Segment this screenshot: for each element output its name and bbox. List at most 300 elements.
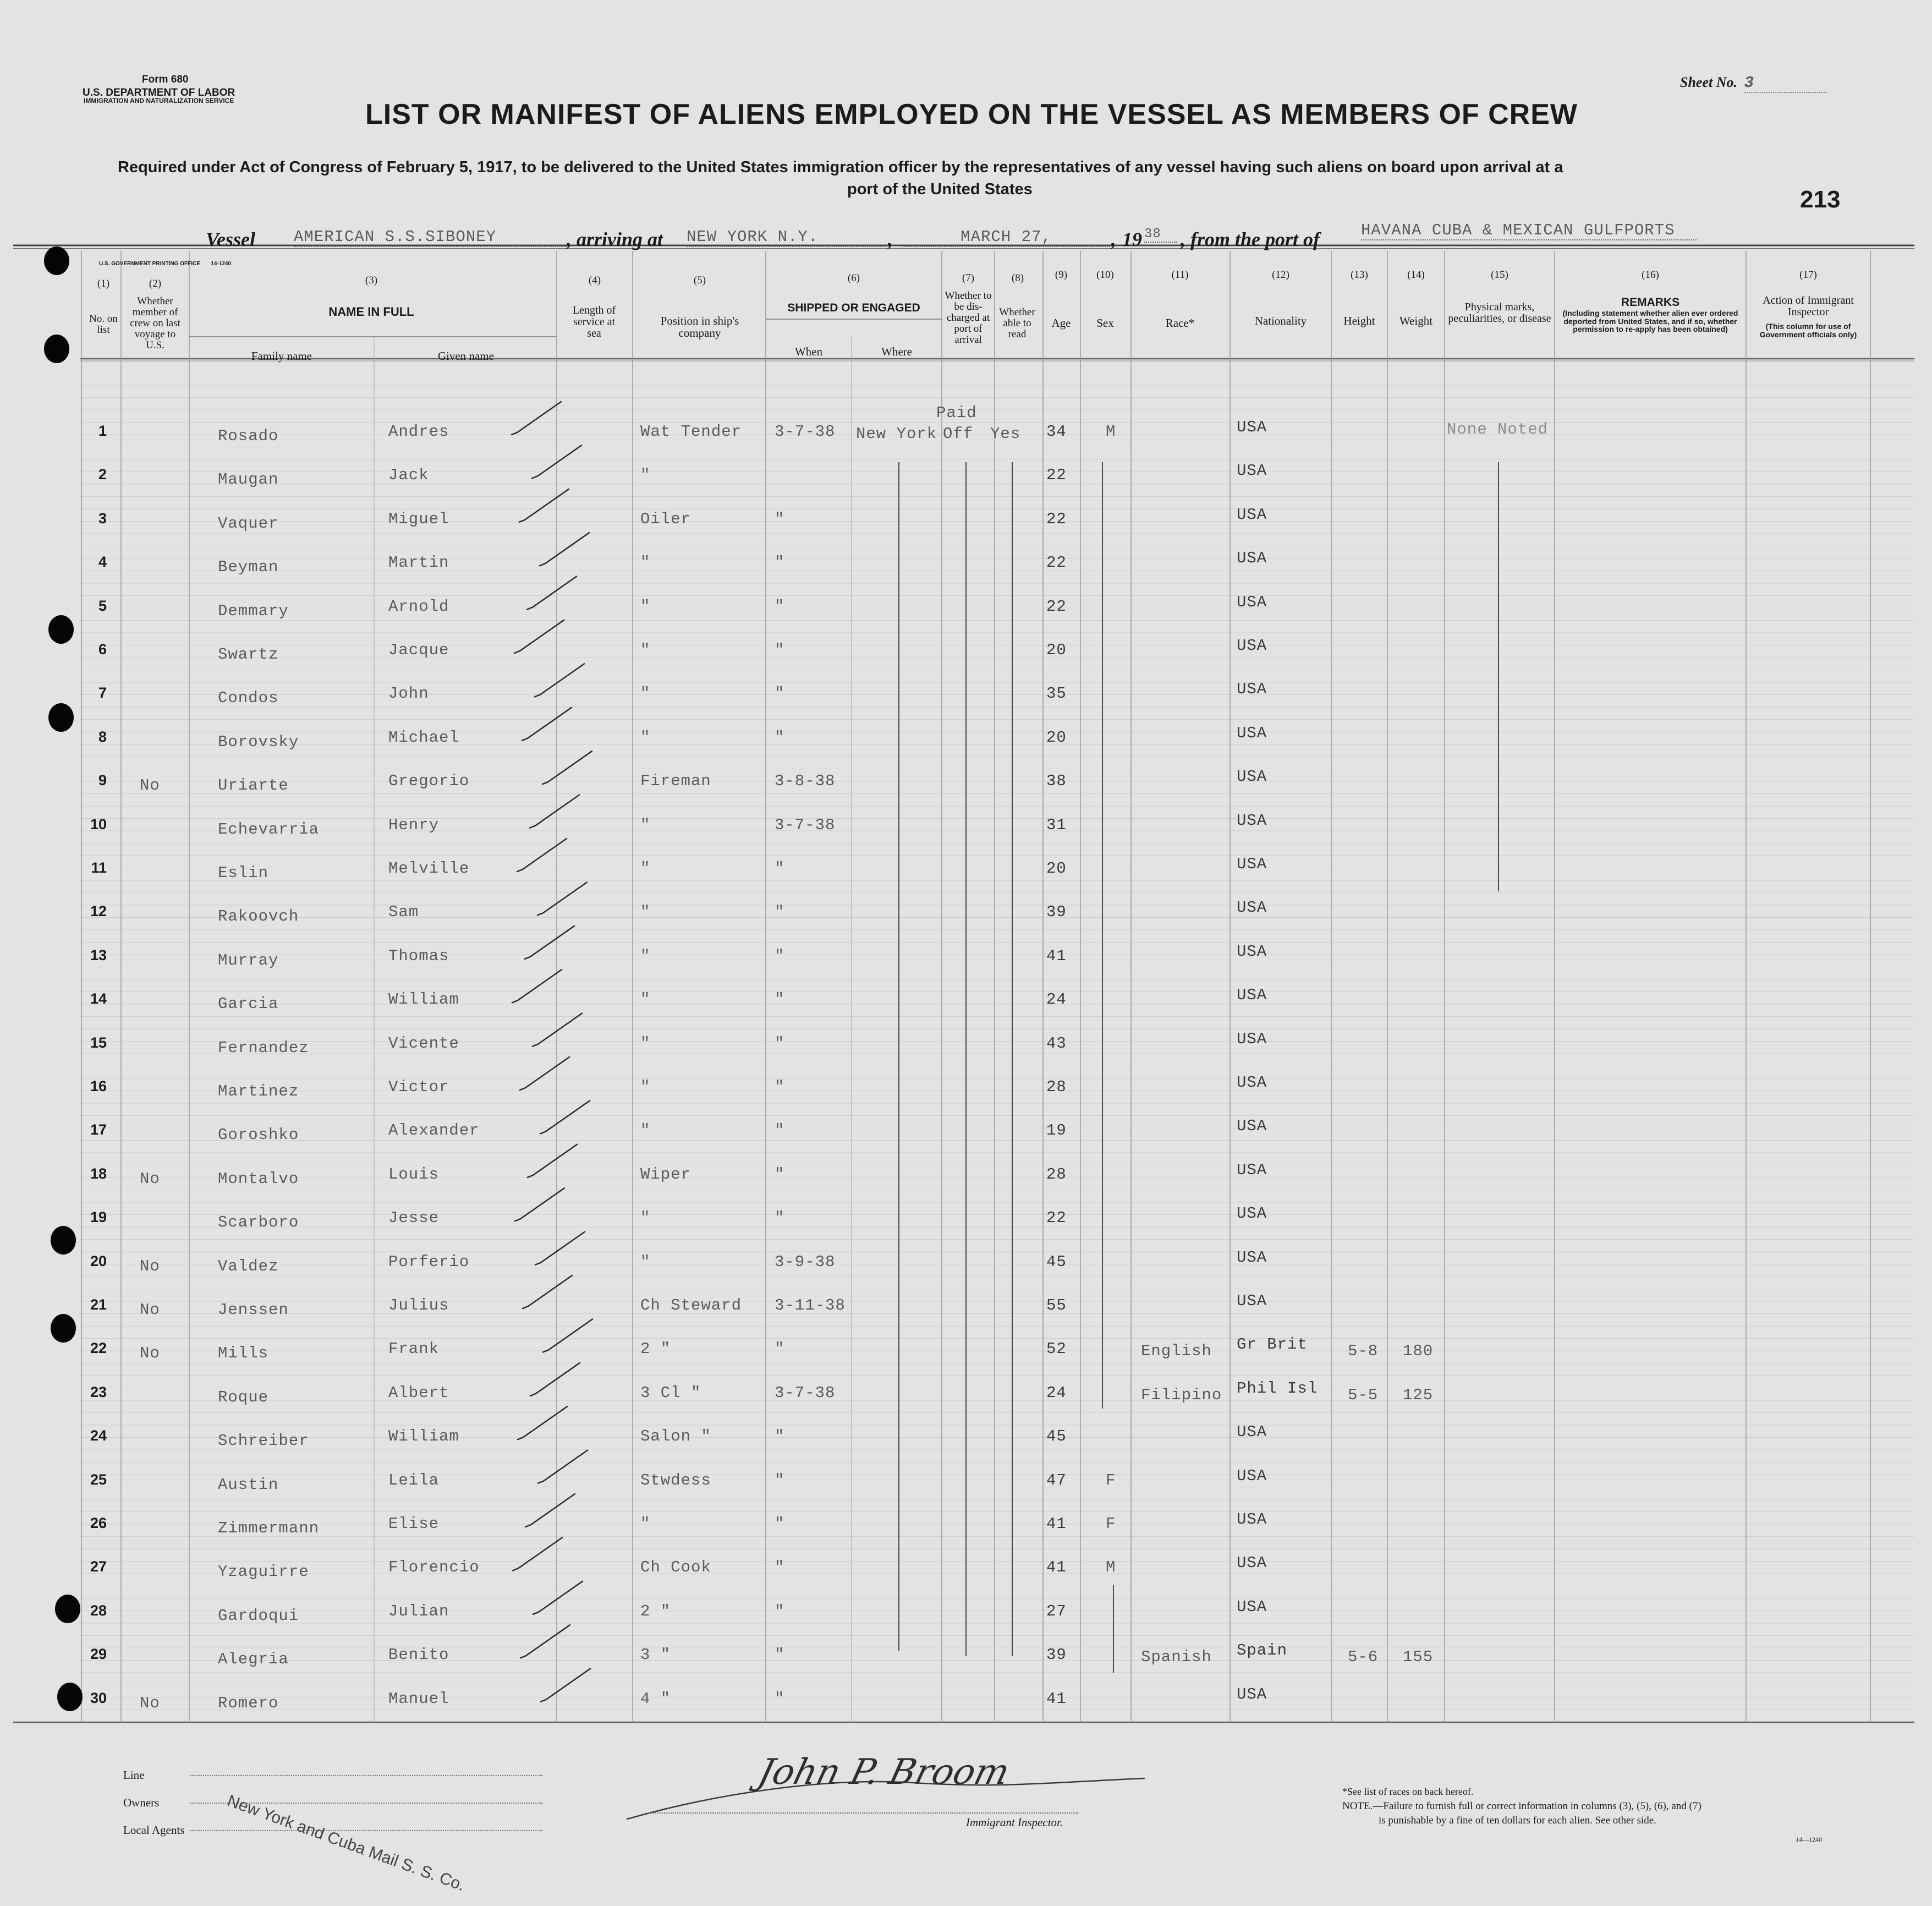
col2-number: (2) (149, 278, 162, 289)
cell-shipped-when: " (775, 728, 785, 747)
cell-row-number: 18 (90, 1165, 107, 1182)
cell-family-name: Eslin (218, 864, 269, 882)
cell-family-name: Jenssen (218, 1301, 289, 1319)
cell-age: 39 (1046, 1646, 1067, 1664)
cell-position: Wiper (640, 1165, 691, 1184)
cell-age: 41 (1046, 946, 1067, 965)
agents-stamp: New York and Cuba Mail S. S. Co. (224, 1792, 468, 1895)
cell-weight: 180 (1403, 1342, 1434, 1361)
col10-header: Sex (1096, 316, 1114, 330)
check-mark (533, 1014, 582, 1047)
check-mark (518, 1406, 567, 1439)
page-number: 213 (1800, 186, 1841, 213)
cell-family-name: Scarboro (218, 1213, 299, 1232)
check-mark (512, 402, 561, 435)
cell-row-number: 4 (98, 554, 107, 571)
cell-row-number: 7 (98, 684, 107, 702)
col7-number: (7) (962, 272, 975, 284)
cell-row-number: 23 (90, 1383, 107, 1400)
check-mark (542, 751, 592, 784)
check-mark (530, 795, 579, 828)
cell-family-name: Uriarte (218, 776, 289, 795)
cell-given-name: Thomas (388, 946, 449, 965)
cell-given-name: Arnold (388, 597, 449, 616)
cell-weight: 125 (1403, 1385, 1434, 1404)
cell-nationality: USA (1237, 549, 1267, 568)
cell-given-name: Alexander (388, 1121, 480, 1140)
cell-nationality: USA (1237, 1554, 1267, 1573)
cell-age: 31 (1046, 815, 1067, 834)
col14-header: Weight (1399, 314, 1433, 327)
cell-family-name: Garcia (218, 995, 279, 1014)
cell-nationality: USA (1237, 1248, 1267, 1267)
races-note: *See list of races on back hereof. (1342, 1786, 1474, 1797)
col2-header: Whether member of crew on last voyage to U.S. (130, 295, 180, 351)
cell-previous-voyage: No (140, 1301, 160, 1319)
cell-nationality: USA (1237, 1292, 1267, 1310)
row1-physical: None Noted (1447, 420, 1549, 439)
cell-family-name: Echevarria (218, 820, 320, 839)
requirement-line-2: port of the United States (847, 180, 1033, 198)
cell-family-name: Valdez (218, 1257, 279, 1275)
cell-height: 5-8 (1348, 1342, 1379, 1361)
cell-given-name: Victor (388, 1078, 449, 1096)
cell-nationality: USA (1237, 1117, 1267, 1136)
cell-position: " (640, 1209, 651, 1228)
cell-given-name: Gregorio (388, 772, 470, 791)
cell-position: Salon " (640, 1427, 711, 1446)
line-field (190, 1775, 542, 1776)
cell-nationality: USA (1237, 855, 1267, 873)
cell-shipped-when: " (775, 1078, 785, 1096)
row1-where: New York (856, 425, 937, 443)
check-mark (530, 1363, 580, 1396)
cell-given-name: Florencio (388, 1558, 480, 1577)
row1-read: Yes (990, 425, 1021, 443)
cell-row-number: 28 (90, 1602, 107, 1619)
check-mark (517, 839, 567, 872)
cell-family-name: Demmary (218, 601, 289, 620)
cell-position: " (640, 859, 651, 878)
cell-age: 20 (1046, 728, 1067, 747)
cell-race: Spanish (1141, 1648, 1212, 1667)
cell-given-name: Manuel (388, 1689, 449, 1708)
cell-shipped-when: " (775, 1471, 785, 1489)
check-mark (519, 489, 569, 522)
cell-given-name: William (388, 990, 459, 1009)
cell-nationality: USA (1237, 462, 1267, 480)
cell-position: " (640, 684, 651, 703)
cell-given-name: Julian (388, 1602, 449, 1620)
check-mark (513, 1537, 562, 1570)
cell-age: 41 (1046, 1515, 1067, 1533)
inspector-label: Immigrant Inspector. (966, 1816, 1063, 1829)
cell-race: English (1141, 1342, 1212, 1361)
cell-position: 4 " (640, 1689, 671, 1708)
cell-given-name: Martin (388, 554, 449, 572)
page-title: LIST OR MANIFEST OF ALIENS EMPLOYED ON THE VESSEL AS MEMBERS OF CREW (365, 98, 1578, 130)
col4-number: (4) (588, 275, 601, 286)
service: IMMIGRATION AND NATURALIZATION SERVICE (84, 97, 234, 105)
cell-family-name: Condos (218, 689, 279, 708)
cell-row-number: 27 (90, 1558, 107, 1575)
cell-position: Wat Tender (640, 423, 742, 441)
cell-weight: 155 (1403, 1648, 1434, 1667)
cell-position: 2 " (640, 1340, 671, 1359)
col5-number: (5) (693, 275, 706, 286)
printing-office: U.S. GOVERNMENT PRINTING OFFICE 14-1240 (99, 261, 232, 267)
cell-family-name: Zimmermann (218, 1519, 320, 1537)
row1-discharge-note: Paid (936, 404, 977, 422)
cell-age: 22 (1046, 597, 1067, 616)
cell-row-number: 9 (98, 772, 107, 789)
year-prefix: 19 (1122, 228, 1142, 250)
cell-position: " (640, 903, 651, 922)
cell-shipped-when: " (775, 859, 785, 878)
cell-position: " (640, 1515, 651, 1533)
col16-number: (16) (1642, 269, 1659, 281)
cell-shipped-when: " (775, 1558, 785, 1577)
cell-family-name: Schreiber (218, 1432, 309, 1450)
arrival-date: MARCH 27, (902, 228, 1110, 247)
col9-header: Age (1051, 316, 1071, 330)
cell-family-name: Mills (218, 1344, 269, 1363)
cell-shipped-when: " (775, 1602, 785, 1620)
cell-family-name: Yzaguirre (218, 1563, 309, 1581)
cell-family-name: Borovsky (218, 732, 299, 751)
col17-subheader: (This column for use of Government officials only) (1759, 322, 1857, 339)
cell-age: 52 (1046, 1340, 1067, 1359)
cell-position: " (640, 466, 651, 485)
cell-shipped-when: 3-7-38 (775, 815, 836, 834)
cell-age: 45 (1046, 1427, 1067, 1446)
department: U.S. DEPARTMENT OF LABOR (83, 87, 235, 98)
cell-previous-voyage: No (140, 1694, 160, 1712)
cell-family-name: Rakoovch (218, 907, 299, 926)
cell-shipped-when: " (775, 641, 785, 659)
cell-row-number: 29 (90, 1646, 107, 1663)
check-mark (527, 577, 577, 610)
col4-header: Length of service at sea (572, 304, 616, 339)
cell-row-number: 30 (90, 1689, 107, 1706)
cell-given-name: Julius (388, 1296, 449, 1315)
col13-number: (13) (1351, 269, 1368, 281)
cell-nationality: USA (1237, 418, 1267, 436)
cell-age: 24 (1046, 1383, 1067, 1402)
cell-position: " (640, 946, 651, 965)
cell-row-number: 19 (90, 1209, 107, 1226)
cell-nationality: USA (1237, 593, 1267, 611)
cell-age: 35 (1046, 684, 1067, 703)
cell-sex: F (1106, 1515, 1116, 1533)
check-mark (540, 533, 589, 566)
cell-shipped-when: " (775, 903, 785, 922)
owners-label: Owners (123, 1796, 160, 1809)
check-mark (520, 1057, 569, 1090)
check-mark (514, 620, 564, 653)
penalty-note-2: is punishable by a fine of ten dollars for each alien. See other side. (1379, 1815, 1656, 1826)
cell-given-name: Benito (388, 1646, 449, 1664)
cell-previous-voyage: No (140, 776, 160, 795)
cell-given-name: Jack (388, 466, 429, 485)
cell-row-number: 20 (90, 1252, 107, 1269)
cell-given-name: Porferio (388, 1252, 470, 1271)
cell-shipped-when: 3-7-38 (775, 1383, 836, 1402)
cell-position: Ch Cook (640, 1558, 711, 1577)
cell-shipped-when: " (775, 1646, 785, 1664)
cell-row-number: 22 (90, 1340, 107, 1357)
check-mark (543, 1319, 592, 1352)
cell-sex: M (1106, 1558, 1116, 1577)
check-mark (541, 1669, 590, 1702)
col17-number: (17) (1799, 269, 1817, 281)
cell-given-name: Melville (388, 859, 470, 878)
sheet-label: Sheet No. (1680, 74, 1737, 90)
cell-position: 3 " (640, 1646, 671, 1664)
cell-given-name: Albert (388, 1383, 449, 1402)
cell-sex: F (1106, 1471, 1116, 1489)
cell-position: " (640, 1121, 651, 1140)
cell-family-name: Austin (218, 1475, 279, 1494)
cell-shipped-when: " (775, 1515, 785, 1533)
col15-number: (15) (1491, 269, 1508, 281)
cell-shipped-when: " (775, 554, 785, 572)
form-number: Form 680 (142, 74, 189, 85)
check-mark (522, 708, 572, 741)
col6-where-header: Where (881, 345, 912, 358)
col16-header: REMARKS (1621, 296, 1680, 309)
cell-shipped-when: 3-11-38 (775, 1296, 846, 1315)
cell-age: 24 (1046, 990, 1067, 1009)
cell-shipped-when: 3-9-38 (775, 1252, 836, 1271)
col11-header: Race* (1165, 316, 1195, 330)
cell-nationality: USA (1237, 680, 1267, 699)
col14-number: (14) (1407, 269, 1425, 281)
check-mark (533, 1581, 583, 1614)
cell-age: 45 (1046, 1252, 1067, 1271)
cell-nationality: Gr Brit (1237, 1335, 1308, 1354)
cell-previous-voyage: No (140, 1344, 160, 1363)
cell-age: 41 (1046, 1689, 1067, 1708)
vessel-label: Vessel (206, 228, 255, 250)
check-mark (532, 445, 581, 478)
cell-given-name: Andres (388, 423, 449, 441)
cell-age: 19 (1046, 1121, 1067, 1140)
cell-age: 20 (1046, 641, 1067, 659)
cell-age: 22 (1046, 466, 1067, 485)
cell-nationality: USA (1237, 1423, 1267, 1442)
cell-row-number: 16 (90, 1078, 107, 1094)
cell-position: " (640, 1078, 651, 1096)
cell-shipped-when: " (775, 1165, 785, 1184)
col13-header: Height (1343, 314, 1375, 327)
check-mark (540, 1100, 590, 1133)
row1-discharge: Off (943, 425, 974, 443)
cell-row-number: 1 (98, 423, 107, 439)
col7-header: Whether to be dis- charged at port of arrival (945, 290, 992, 346)
cell-nationality: USA (1237, 1510, 1267, 1529)
cell-family-name: Romero (218, 1694, 279, 1712)
cell-shipped-when: " (775, 510, 785, 528)
cell-shipped-when: " (775, 1209, 785, 1228)
cell-age: 22 (1046, 1209, 1067, 1228)
cell-age: 28 (1046, 1165, 1067, 1184)
cell-shipped-when: " (775, 946, 785, 965)
cell-nationality: USA (1237, 986, 1267, 1005)
check-mark (523, 1275, 572, 1308)
cell-shipped-when: " (775, 684, 785, 703)
cell-given-name: Elise (388, 1515, 440, 1533)
col8-number: (8) (1011, 272, 1024, 284)
col5-header: Position in ship's company (660, 314, 739, 340)
cell-family-name: Goroshko (218, 1126, 299, 1144)
cell-race: Filipino (1141, 1385, 1222, 1404)
cell-given-name: William (388, 1427, 459, 1446)
cell-given-name: Henry (388, 815, 440, 834)
cell-position: " (640, 554, 651, 572)
col1-header: No. on list (89, 313, 118, 336)
cell-row-number: 15 (90, 1034, 107, 1051)
cell-family-name: Alegria (218, 1650, 289, 1669)
agents-field (190, 1830, 542, 1831)
cell-position: Stwdess (640, 1471, 711, 1489)
cell-row-number: 12 (90, 903, 107, 920)
cell-row-number: 17 (90, 1121, 107, 1138)
cell-row-number: 10 (90, 815, 107, 832)
cell-nationality: USA (1237, 1160, 1267, 1179)
cell-position: 3 Cl " (640, 1383, 701, 1402)
sheet-value: 3 (1744, 74, 1827, 93)
cell-nationality: USA (1237, 1685, 1267, 1704)
cell-family-name: Beyman (218, 558, 279, 577)
cell-nationality: USA (1237, 724, 1267, 742)
cell-height: 5-6 (1348, 1648, 1379, 1667)
cell-family-name: Rosado (218, 427, 279, 445)
cell-row-number: 13 (90, 946, 107, 963)
check-mark (538, 1450, 588, 1483)
cell-row-number: 14 (90, 990, 107, 1007)
cell-row-number: 21 (90, 1296, 107, 1313)
cell-row-number: 3 (98, 510, 107, 527)
cell-age: 43 (1046, 1034, 1067, 1053)
cell-nationality: USA (1237, 1029, 1267, 1048)
cell-position: " (640, 1034, 651, 1053)
cell-previous-voyage: No (140, 1169, 160, 1188)
cell-age: 27 (1046, 1602, 1067, 1620)
cell-given-name: Leila (388, 1471, 440, 1489)
col12-header: Nationality (1254, 314, 1307, 327)
cell-position: " (640, 815, 651, 834)
cell-shipped-when: " (775, 1427, 785, 1446)
from-label: , from the port of (1181, 228, 1320, 250)
col1-number: (1) (97, 278, 110, 289)
cell-family-name: Maugan (218, 470, 279, 489)
cell-age: 28 (1046, 1078, 1067, 1096)
cell-position: " (640, 597, 651, 616)
manifest-sheet: Form 680 U.S. DEPARTMENT OF LABOR IMMIGRATION AND NATURALIZATION SERVICE Sheet No. 3 LIST OR MANIFEST OF ALIENS EMPLOYED ON THE VESSEL AS MEMBERS OF CREW Required under Act of Congress of February 5, 1917, to be delivered to the United States immigration officer by the representatives of any vessel having such aliens on board upon arrival at a port of the United States 213 Vessel AMERICAN S.S.SIBONEY , arriving at NEW YORK N.Y. , MARCH 27, , 19 38 , from the port of HAVANA CUBA & MEXICAN GULFPORTS U.S. GOVERNMENT PRINTING OFFICE 14-1240 (1) No. on list (2) Whether member of crew on last voyage to U.S. (3) NAME IN FULL Family name Given name (4) Length of service at sea (5) Position in ship's company (6) SHIPPED OR ENGAGED When Where (7) Whether to be dis- charged at port of arrival (8) Whether able to read (9) Age (10) Sex (11) Race* (12) Nationality (13) Height (14) Weight (15) Physical marks, peculiarities, or disease (16) REMARKS (Including statement whether alien ever ordered deported from United States, and if so, whether permission to re-apply has been obtained) (17) Action of Immigrant Inspector (This column for use of Government officials only) New York Paid Off Yes None Noted 1 Rosado Andres Wat Tender 3-7-38 34 M USA 2 Maugan Jack " 22 USA 3 Vaquer Miguel Oiler " 22 USA 4 Beyman Martin " " 22 USA 5 Demmary Arnold " " 22 USA 6 Swartz Jacque " " 20 USA 7 Condos John " " 35 USA 8 Borovsky Michael " " 20 USA 9 No Uriarte Gregorio Fireman 3-8-38 38 USA 10 Echevarria Henry " 3-7-38 31 USA 11 Eslin Melville " " 20 USA 12 Rakoovch Sam " " 39 USA 13 Murray Thomas " " 41 USA 14 Garcia William " " 24 USA 15 Fernandez Vicente " " 43 USA 16 Martinez Victor " " 28 USA 17 Goroshko Alexander " " 19 USA 18 No Montalvo Louis Wiper " 28 USA 19 Scarboro Jesse " " 22 USA 20 No Valdez Porferio " 3-9-38 45 USA 21 No Jenssen Julius Ch Steward 3-11-38 55 USA 22 No Mills Frank 2 " " 52 English Gr Brit 5-8 180 23 Roque Albert 3 Cl " 3-7-38 24 Filipino Phil Isl 5-5 125 24 Schreiber William Salon " " 45 USA 25 Austin Leila Stwdess " 47 F USA 26 Zimmermann Elise " " 41 F USA 27 Yzaguirre Florencio Ch Cook " 41 M USA 28 Gardoqui Julian 2 " " 27 USA 29 Alegria Benito 3 " " 39 Spanish Spain 5-6 155 30 No Romero Manuel 4 " " 41 USA Line Owners Local Agents New York and Cuba Mail S. S. Co. John P. Broom Immigrant Inspector. *See list of races on back hereof. NOTE.—Failure to furnish full or correct information in columns (3), (5), (6), and (7) is punishable by a fine of ten dollars for each alien. See other side. 14—1240 (0, 0, 1932, 1906)
cell-age: 47 (1046, 1471, 1067, 1489)
col9-number: (9) (1055, 269, 1068, 281)
penalty-note-1: NOTE.—Failure to furnish full or correct information in columns (3), (5), (6), and (7) (1342, 1800, 1702, 1812)
col17-header: Action of Immigrant Inspector (1763, 294, 1854, 318)
cell-position: 2 " (640, 1602, 671, 1620)
vessel-value: AMERICAN S.S.SIBONEY (294, 228, 567, 247)
cell-row-number: 25 (90, 1471, 107, 1488)
requirement-line-1: Required under Act of Congress of February 5, 1917, to be delivered to the United States immigration officer by the representatives of any vessel having such aliens on board upon arrival at a (118, 158, 1563, 176)
col6-header: SHIPPED OR ENGAGED (787, 302, 920, 314)
cell-age: 41 (1046, 1558, 1067, 1577)
cell-nationality: Spain (1237, 1641, 1288, 1660)
col3-number: (3) (365, 275, 378, 286)
line-label: Line (123, 1768, 145, 1782)
check-mark (528, 1144, 577, 1177)
cell-height: 5-5 (1348, 1385, 1379, 1404)
year-value: 38 (1144, 227, 1177, 243)
col10-number: (10) (1096, 269, 1114, 281)
cell-family-name: Gardoqui (218, 1606, 299, 1625)
cell-given-name: John (388, 684, 429, 703)
cell-row-number: 26 (90, 1515, 107, 1531)
cell-family-name: Murray (218, 951, 279, 970)
cell-sex: M (1106, 423, 1116, 441)
check-mark (512, 970, 562, 1003)
cell-nationality: USA (1237, 1204, 1267, 1223)
col16-subheader: (Including statement whether alien ever ordered deported from United States, and if so, whether permission to re-apply has been obtained) (1562, 309, 1738, 334)
cell-nationality: USA (1237, 768, 1267, 786)
cell-nationality: USA (1237, 811, 1267, 830)
cell-shipped-when: 3-7-38 (775, 423, 836, 441)
cell-nationality: USA (1237, 637, 1267, 655)
cell-age: 22 (1046, 554, 1067, 572)
cell-given-name: Michael (388, 728, 459, 747)
cell-nationality: USA (1237, 899, 1267, 917)
cell-age: 39 (1046, 903, 1067, 922)
cell-family-name: Fernandez (218, 1038, 309, 1057)
cell-age: 20 (1046, 859, 1067, 878)
cell-given-name: Louis (388, 1165, 440, 1184)
check-mark (525, 926, 574, 959)
cell-position: Oiler (640, 510, 691, 528)
check-mark (525, 1494, 575, 1527)
col6-when-header: When (794, 345, 823, 358)
cell-row-number: 2 (98, 466, 107, 483)
cell-shipped-when: " (775, 990, 785, 1009)
cell-nationality: USA (1237, 942, 1267, 961)
cell-nationality: USA (1237, 1466, 1267, 1485)
cell-position: Ch Steward (640, 1296, 742, 1315)
cell-age: 38 (1046, 772, 1067, 791)
arriving-value: NEW YORK N.Y. (687, 228, 886, 247)
cell-row-number: 8 (98, 728, 107, 745)
cell-previous-voyage: No (140, 1257, 160, 1275)
check-mark (515, 1188, 564, 1221)
cell-nationality: USA (1237, 505, 1267, 524)
cell-age: 34 (1046, 423, 1067, 441)
cell-nationality: Phil Isl (1237, 1379, 1318, 1398)
cell-given-name: Jacque (388, 641, 449, 659)
col3-family-header: Family name (251, 349, 312, 363)
cell-position: Fireman (640, 772, 711, 791)
cell-family-name: Swartz (218, 645, 279, 664)
arriving-label: , arriving at (567, 228, 663, 250)
cell-age: 55 (1046, 1296, 1067, 1315)
cell-nationality: USA (1237, 1074, 1267, 1092)
cell-given-name: Frank (388, 1340, 440, 1359)
check-mark (535, 1232, 585, 1265)
cell-given-name: Sam (388, 903, 419, 922)
cell-position: " (640, 641, 651, 659)
col3-given-header: Given name (437, 349, 495, 363)
